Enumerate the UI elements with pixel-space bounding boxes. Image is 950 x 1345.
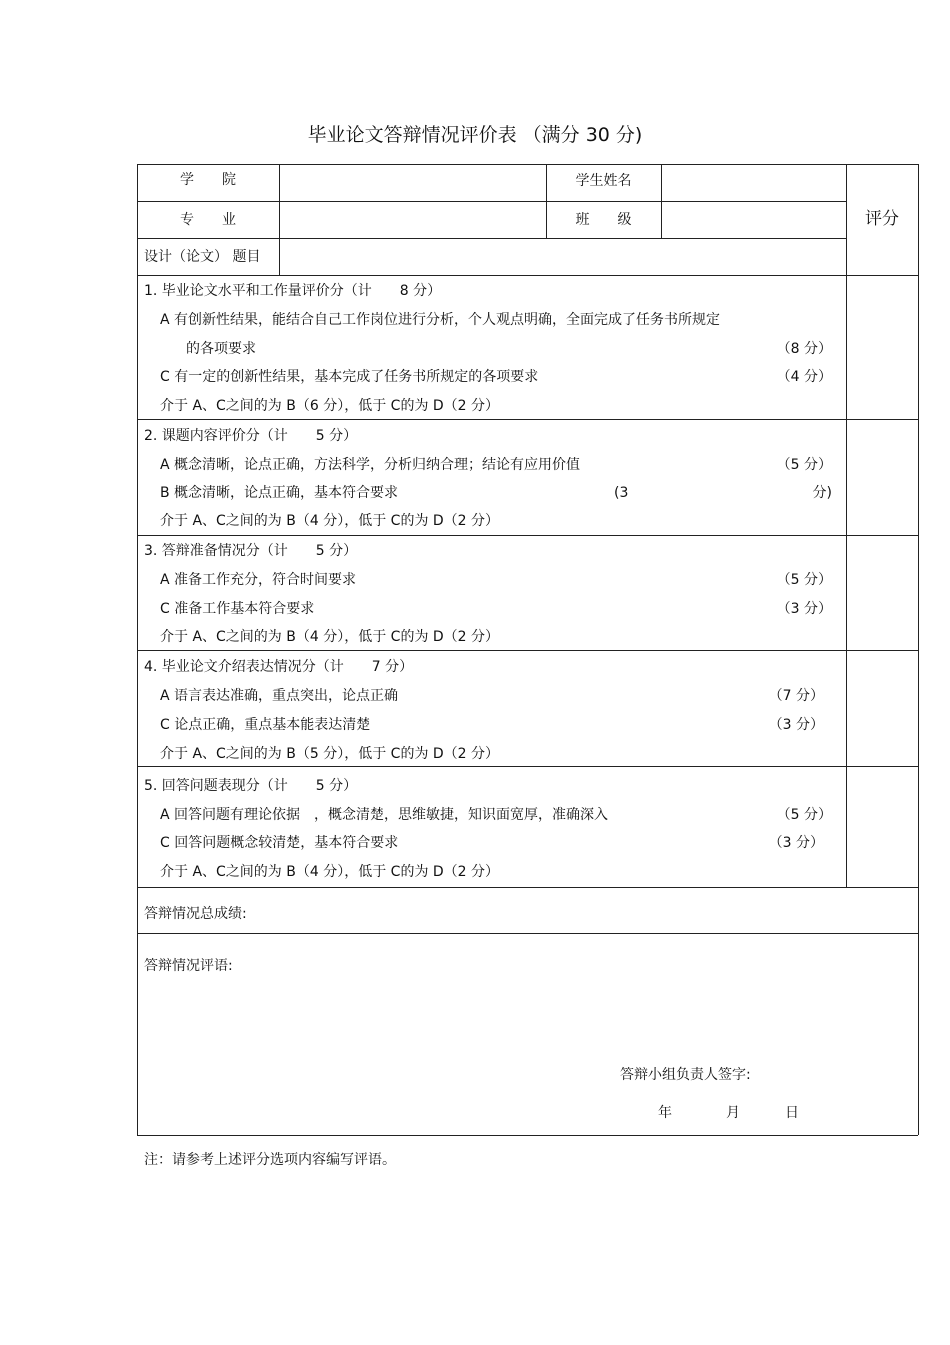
student-name-field[interactable]: [663, 166, 845, 200]
class-field[interactable]: [663, 203, 845, 237]
criterion-text: A 概念清晰，论点正确，方法科学，分析归纳合理；结论有应用价值: [160, 457, 581, 473]
date-day-label: 日: [785, 1105, 799, 1121]
criterion-score: （3 分）: [776, 601, 832, 617]
criterion-score: （7 分）: [768, 688, 824, 704]
section-1-score-field[interactable]: [848, 277, 916, 417]
college-label: 学 院: [180, 172, 236, 188]
footnote: 注：请参考上述评分选项内容编写评语。: [144, 1152, 396, 1168]
grade-rule: 介于 A、C之间的为 B（5 分），低于 C的为 D（2 分）: [160, 746, 500, 762]
criterion-score: （5 分）: [776, 457, 832, 473]
section-5-score-field[interactable]: [848, 768, 916, 885]
criterion-text: A 有创新性结果，能结合自己工作岗位进行分析，个人观点明确，全面完成了任务书所规定: [160, 312, 721, 328]
criterion-text: A 准备工作充分，符合时间要求: [160, 572, 357, 588]
major-field[interactable]: [281, 203, 544, 237]
section-heading: 4. 毕业论文介绍表达情况分（计 7 分）: [144, 659, 414, 675]
criterion-score: （5 分）: [776, 807, 832, 823]
criterion-score-prefix: (3: [614, 485, 629, 501]
total-score-label: 答辩情况总成绩:: [144, 906, 247, 922]
criterion-score: （3 分）: [768, 835, 824, 851]
signature-label: 答辩小组负责人签字:: [620, 1067, 751, 1083]
criterion-score: （8 分）: [776, 341, 832, 357]
criterion-text: B 概念清晰，论点正确，基本符合要求: [160, 485, 399, 501]
criterion-text: C 准备工作基本符合要求: [160, 601, 315, 617]
grade-rule: 介于 A、C之间的为 B（4 分），低于 C的为 D（2 分）: [160, 629, 500, 645]
class-label: 班 级: [575, 212, 632, 228]
grade-rule: 介于 A、C之间的为 B（6 分），低于 C的为 D（2 分）: [160, 398, 500, 414]
date-month-label: 月: [726, 1105, 740, 1121]
grade-rule: 介于 A、C之间的为 B（4 分），低于 C的为 D（2 分）: [160, 864, 500, 880]
topic-field[interactable]: [281, 240, 845, 274]
grade-rule: 介于 A、C之间的为 B（4 分），低于 C的为 D（2 分）: [160, 513, 500, 529]
criterion-score: （3 分）: [768, 717, 824, 733]
college-field[interactable]: [281, 166, 544, 200]
criterion-text: 的各项要求: [186, 341, 256, 357]
criterion-text: A 回答问题有理论依据 ，概念清楚，思维敏捷，知识面宽厚，准确深入: [160, 807, 609, 823]
section-heading: 5. 回答问题表现分（计 5 分）: [144, 778, 358, 794]
score-column-label: 评分: [865, 209, 899, 229]
section-heading: 1. 毕业论文水平和工作量评价分（计 8 分）: [144, 283, 442, 299]
section-heading: 2. 课题内容评价分（计 5 分）: [144, 428, 358, 444]
student-name-label: 学生姓名: [575, 173, 632, 189]
criterion-text: C 回答问题概念较清楚，基本符合要求: [160, 835, 399, 851]
section-heading: 3. 答辩准备情况分（计 5 分）: [144, 543, 358, 559]
criterion-text: C 有一定的创新性结果，基本完成了任务书所规定的各项要求: [160, 369, 539, 385]
criterion-text: A 语言表达准确，重点突出，论点正确: [160, 688, 399, 704]
total-score-field[interactable]: [260, 890, 916, 931]
criterion-score: （4 分）: [776, 369, 832, 385]
section-3-score-field[interactable]: [848, 537, 916, 648]
criterion-score: 分): [812, 485, 832, 501]
criterion-score: （5 分）: [776, 572, 832, 588]
topic-label: 设计（论文） 题目: [144, 249, 261, 265]
date-year-label: 年: [658, 1105, 672, 1121]
page-title: 毕业论文答辩情况评价表 （满分 30 分): [307, 124, 643, 146]
criterion-text: C 论点正确，重点基本能表达清楚: [160, 717, 371, 733]
comment-field[interactable]: [140, 980, 916, 1060]
section-4-score-field[interactable]: [848, 652, 916, 764]
major-label: 专 业: [180, 212, 236, 228]
section-2-score-field[interactable]: [848, 421, 916, 533]
comment-label: 答辩情况评语:: [144, 958, 233, 974]
